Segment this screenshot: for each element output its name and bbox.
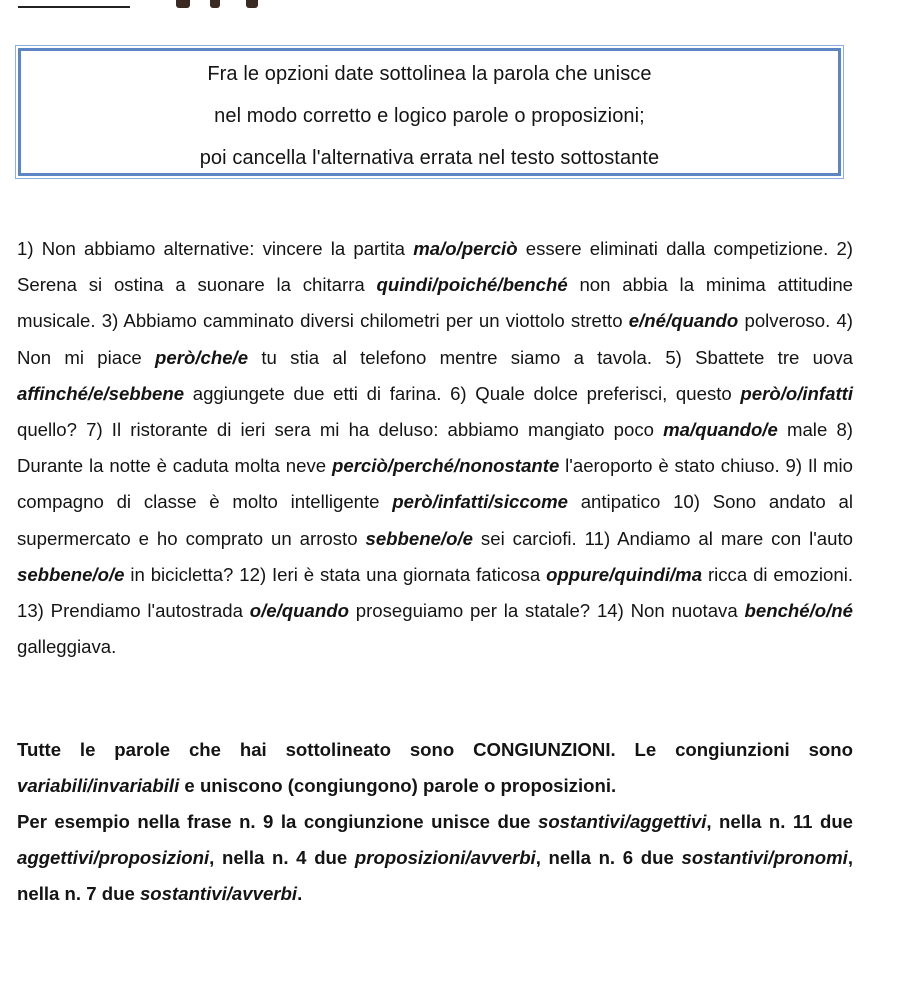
sentence-text: 12) Ieri è stata una giornata faticosa (239, 563, 547, 585)
sentence-text: aggiungete due etti di farina. (184, 382, 451, 404)
sentence-text: 8) Durante la notte è caduta molta neve (17, 419, 853, 477)
sentence-text: galleggiava. (17, 636, 117, 658)
sentence-text: polveroso. (738, 310, 837, 332)
conjunction-options[interactable]: e/né/quando (628, 310, 739, 332)
header-rule (18, 6, 130, 8)
header-mark (176, 0, 190, 8)
exercise-text (17, 231, 853, 665)
sentence-text: quello? (17, 419, 87, 441)
sentence-text: l'aeroporto è stato chiuso. (559, 455, 786, 477)
conjunction-options[interactable]: o/e/quando (249, 600, 349, 622)
sentence-text: in bicicletta? (124, 563, 240, 585)
summary-option[interactable]: proposizioni/avverbi (354, 847, 536, 868)
summary-text-run: , nella n. 7 due (17, 847, 853, 904)
sentence-text: tu stia al telefono mentre siamo a tavola. (248, 346, 666, 368)
summary-option[interactable]: sostantivi/pronomi (681, 847, 848, 868)
conjunction-options[interactable]: sebbene/o/e (17, 563, 125, 585)
sentence-text: 11) Andiamo al mare con l'auto (584, 527, 853, 549)
conjunction-options[interactable]: quindi/poiché/benché (376, 274, 568, 296)
sentence-text: 14) Non nuotava (596, 600, 745, 622)
sentence-text: essere eliminati dalla competizione. (517, 238, 837, 259)
sentence-text: proseguiamo per la statale? (348, 600, 597, 622)
summary-paragraph-2 (17, 804, 853, 912)
instructions-box (18, 48, 841, 176)
conjunction-options[interactable]: affinché/e/sebbene (17, 382, 185, 404)
summary-text-run: Per esempio nella frase n. 9 la congiunzione unisce due (17, 811, 538, 832)
instruction-line: poi cancella l'alternativa errata nel testo sottostante (199, 147, 660, 169)
summary-text-run: Tutte le parole che hai sottolineato sono CONGIUNZIONI. Le congiunzioni sono (17, 739, 853, 760)
conjunction-options[interactable]: però/infatti/siccome (392, 491, 568, 513)
summary-text-run: , nella n. 6 due (535, 847, 682, 868)
sentence-text: 7) Il ristorante di ieri sera mi ha deluso: abbiamo mangiato poco (86, 419, 664, 441)
conjunction-options[interactable]: ma/quando/e (663, 419, 778, 441)
sentence-text: sei carciofi. (472, 527, 585, 549)
summary-option[interactable]: sostantivi/aggettivi (537, 811, 707, 832)
conjunction-options[interactable]: oppure/quindi/ma (546, 563, 703, 585)
header-mark (210, 0, 220, 8)
conjunction-options[interactable]: però/che/e (155, 346, 249, 368)
conjunction-options[interactable]: perciò/perché/nonostante (332, 455, 560, 477)
sentence-text: 9) Il mio compagno di classe è molto intelligente (17, 455, 854, 513)
conjunction-options[interactable]: sebbene/o/e (365, 527, 473, 549)
sentence-text: 5) Sbattete tre uova (665, 346, 853, 368)
sentence-text: male (777, 419, 837, 441)
conjunction-options[interactable]: benché/o/né (744, 600, 854, 622)
summary-text-run: e uniscono (congiungono) parole o proposizioni. (179, 775, 617, 796)
summary-text-run: , nella n. 4 due (209, 847, 355, 868)
sentence-text: non abbia la minima attitudine musicale. (17, 274, 853, 332)
sentence-text: 2) Serena si ostina a suonare la chitarra (17, 238, 853, 296)
sentence-text: 3) Abbiamo camminato diversi chilometri per un viottolo stretto (101, 310, 629, 332)
sentence-text: ricca di emozioni. (702, 563, 854, 585)
summary-text (17, 732, 853, 912)
header-mark (246, 0, 258, 8)
summary-text-run: , nella n. 11 due (706, 811, 854, 832)
sentence-text: 4) Non mi piace (17, 310, 854, 368)
summary-paragraph-1 (17, 732, 853, 804)
cropped-header-fragment (0, 0, 897, 14)
summary-text-run: . (297, 883, 303, 904)
summary-option[interactable]: sostantivi/avverbi (139, 883, 298, 904)
instruction-line: nel modo corretto e logico parole o proposizioni; (214, 105, 645, 127)
sentence-text: 13) Prendiamo l'autostrada (17, 600, 250, 622)
instruction-line: Fra le opzioni date sottolinea la parola che unisce (207, 63, 652, 85)
conjunction-options[interactable]: ma/o/perciò (413, 238, 518, 259)
sentence-text: 10) Sono andato al supermercato e ho comprato un arrosto (17, 491, 854, 549)
summary-option[interactable]: aggettivi/proposizioni (17, 847, 210, 868)
summary-option[interactable]: variabili/invariabili (17, 775, 180, 796)
sentence-text: 6) Quale dolce preferisci, questo (450, 382, 741, 404)
sentence-text: 1) Non abbiamo alternative: vincere la partita (17, 238, 414, 259)
sentence-text: antipatico (567, 491, 674, 513)
conjunction-options[interactable]: però/o/infatti (740, 382, 853, 404)
